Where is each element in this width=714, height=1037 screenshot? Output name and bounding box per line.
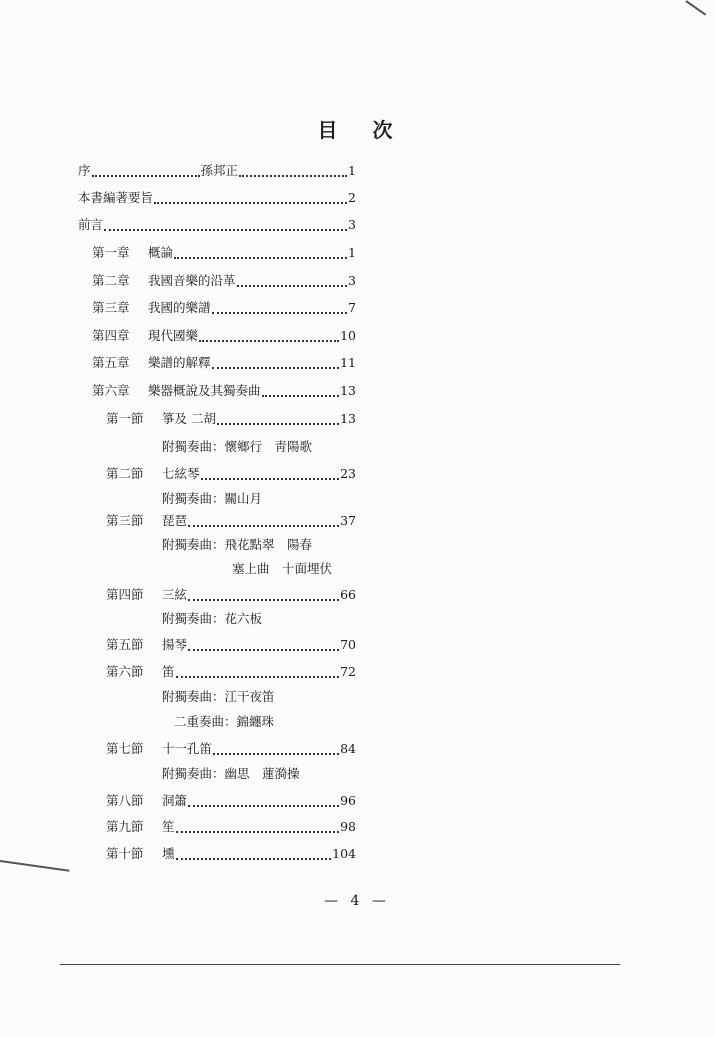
toc-entry-label: 笙	[162, 819, 175, 834]
appended-pieces: 附獨奏曲：關山月	[162, 491, 263, 506]
dot-leader	[201, 469, 340, 480]
dot-leader	[212, 303, 347, 314]
toc-entry-label: 概論	[148, 245, 174, 260]
toc-entry-page: 72	[340, 664, 356, 679]
toc-entry-label: 我國音樂的沿革	[148, 273, 236, 288]
dot-leader	[176, 849, 332, 860]
toc-entry-page: 104	[332, 846, 356, 861]
toc-entry-label: 壎	[162, 846, 175, 861]
toc-entry-label: 本書編著要旨	[78, 190, 154, 205]
toc-section	[106, 408, 356, 430]
toc-section	[106, 790, 356, 812]
dot-leader	[237, 276, 347, 287]
toc-entry-label: 七絃琴	[162, 466, 200, 481]
toc-chapter	[92, 352, 356, 374]
toc-entry	[78, 187, 356, 209]
appended-pieces: 二重奏曲：錦纏珠	[174, 714, 275, 729]
appended-pieces: 附獨奏曲：懷鄉行 靑陽歌	[162, 439, 313, 454]
section-number: 第一節	[106, 411, 144, 426]
section-number: 第六節	[106, 664, 144, 679]
section-number: 第四節	[106, 587, 144, 602]
appended-pieces: 附獨奏曲：幽思 蓮漪操	[162, 766, 300, 781]
toc-entry-label: 十一孔笛	[162, 741, 213, 756]
toc-chapter	[92, 242, 356, 264]
dot-leader	[176, 667, 340, 678]
toc-section	[106, 738, 356, 760]
toc-chapter	[92, 380, 356, 402]
toc-entry-page: 1	[348, 163, 356, 178]
scan-edge-mark	[685, 0, 706, 15]
toc-entry-label: 前言	[78, 217, 104, 232]
appended-pieces: 附獨奏曲：飛花點翠 陽春	[162, 537, 313, 552]
toc-entry-page: 98	[340, 819, 356, 834]
toc-chapter	[92, 297, 356, 319]
appended-pieces: 塞上曲 十面埋伏	[232, 561, 333, 576]
toc-entry-page: 70	[340, 637, 356, 652]
dot-leader	[213, 744, 339, 755]
toc-entry-label: 琵琶	[162, 513, 188, 528]
page-title: 目 次	[317, 118, 407, 142]
dot-leader	[154, 193, 347, 204]
chapter-number: 第六章	[92, 383, 130, 398]
toc-entry	[78, 160, 356, 182]
toc-entry-page: 2	[348, 190, 356, 205]
toc-section	[106, 510, 356, 532]
toc-entry-page: 96	[340, 793, 356, 808]
chapter-number: 第五章	[92, 355, 130, 370]
toc-entry-page: 1	[348, 245, 356, 260]
chapter-number: 第三章	[92, 300, 130, 315]
toc-entry-page: 7	[348, 300, 356, 315]
toc-entry-page: 11	[340, 355, 356, 370]
dot-leader	[212, 358, 340, 369]
toc-entry-page: 10	[340, 328, 356, 343]
section-number: 第九節	[106, 819, 144, 834]
toc-entry-page: 23	[340, 466, 356, 481]
toc-entry-label: 樂器概說及其獨奏曲	[148, 383, 261, 398]
section-number: 第三節	[106, 513, 144, 528]
toc-entry-page: 37	[340, 513, 356, 528]
dot-leader	[174, 248, 347, 259]
dot-leader	[188, 590, 339, 601]
dot-leader	[188, 640, 339, 651]
toc-section	[106, 843, 356, 865]
dot-leader	[92, 166, 200, 177]
dot-leader	[217, 414, 339, 425]
toc-entry-label: 現代國樂	[148, 328, 199, 343]
appended-pieces: 附獨奏曲：江干夜笛	[162, 689, 275, 704]
toc-entry-label: 箏及 二胡	[162, 411, 216, 426]
section-number: 第七節	[106, 741, 144, 756]
toc-section	[106, 661, 356, 683]
chapter-number: 第二章	[92, 273, 130, 288]
toc-section	[106, 816, 356, 838]
chapter-number: 第四章	[92, 328, 130, 343]
section-number: 第八節	[106, 793, 144, 808]
appended-pieces: 附獨奏曲：花六板	[162, 611, 263, 626]
toc-entry-author: 孫邦正	[200, 163, 239, 178]
bottom-rule	[60, 964, 620, 965]
toc-section	[106, 584, 356, 606]
dot-leader	[176, 822, 340, 833]
toc-entry-page: 13	[340, 411, 356, 426]
toc-chapter	[92, 270, 356, 292]
dot-leader	[239, 166, 347, 177]
toc-entry-page: 66	[340, 587, 356, 602]
section-number: 第二節	[106, 466, 144, 481]
section-number: 第五節	[106, 637, 144, 652]
page-number-footer: — 4 —	[324, 893, 390, 909]
section-number: 第十節	[106, 846, 144, 861]
dot-leader	[199, 331, 339, 342]
toc-entry-label: 序	[78, 163, 91, 178]
toc-section	[106, 634, 356, 656]
toc-entry-label: 洞簫	[162, 793, 188, 808]
scan-edge-mark	[0, 860, 69, 872]
toc-entry-page: 84	[340, 741, 356, 756]
dot-leader	[188, 796, 339, 807]
toc-chapter	[92, 325, 356, 347]
toc-entry-label: 揚琴	[162, 637, 188, 652]
dot-leader	[104, 220, 347, 231]
toc-section	[106, 463, 356, 485]
dot-leader	[262, 386, 340, 397]
chapter-number: 第一章	[92, 245, 130, 260]
toc-entry-page: 3	[348, 273, 356, 288]
toc-entry-page: 13	[340, 383, 356, 398]
toc-entry-label: 笛	[162, 664, 175, 679]
toc-entry-page: 3	[348, 217, 356, 232]
dot-leader	[188, 516, 339, 527]
toc-entry-label: 三絃	[162, 587, 188, 602]
toc-entry	[78, 214, 356, 236]
toc-entry-label: 我國的樂譜	[148, 300, 211, 315]
toc-entry-label: 樂譜的解釋	[148, 355, 211, 370]
